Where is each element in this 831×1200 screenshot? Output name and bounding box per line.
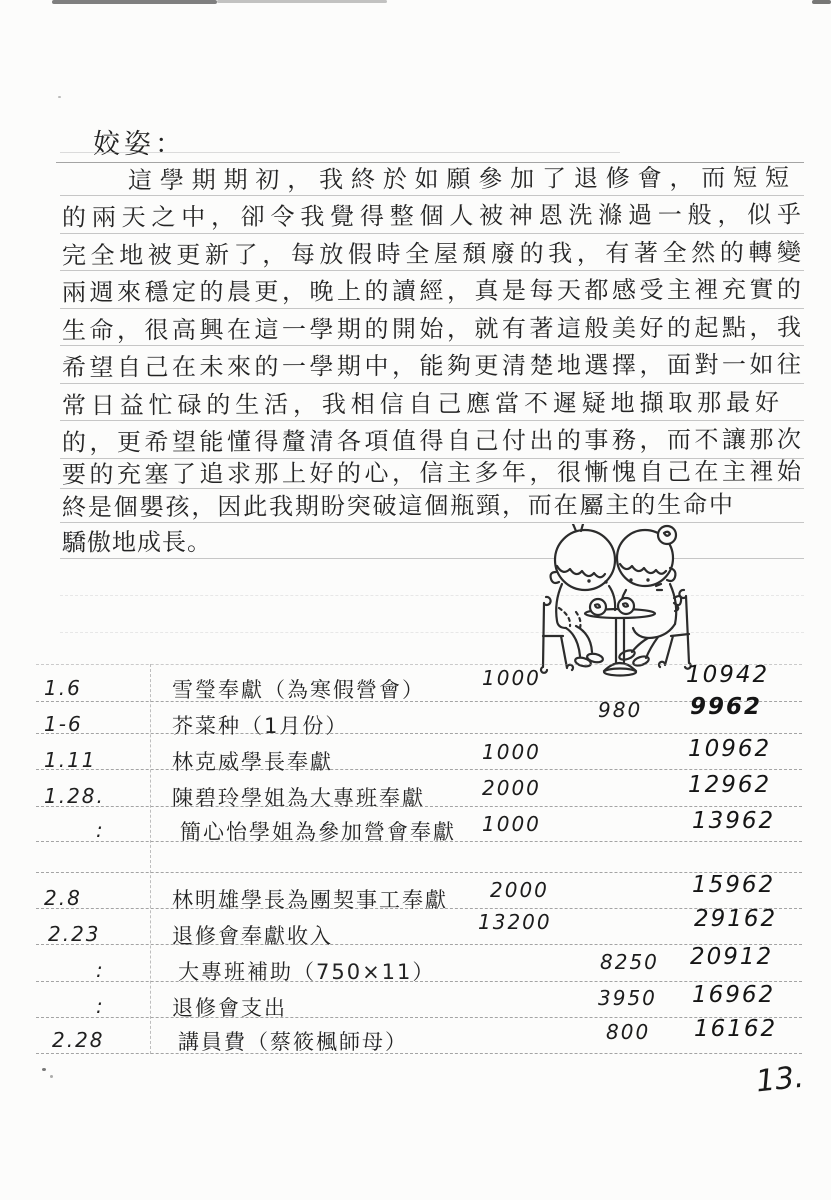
ledger-date: 2.23 [48,922,101,946]
ledger-balance: 10962 [688,736,772,762]
ledger-desc: 大專班補助（750×11） [178,960,436,984]
scan-artifact [50,1075,53,1078]
ledger-date: 2.28 [52,1028,105,1052]
ledger-balance: 13962 [692,808,776,834]
ledger-date: 2.8 [44,886,82,910]
ledger-date: : [96,958,105,982]
ledger-expense: 3950 [598,986,657,1010]
letter-line: 生命，很高興在這一學期的開始，就有著這般美好的起點，我 [61,313,803,345]
page-number: 13. [754,1059,806,1100]
chair-left [541,597,551,673]
ledger-margin-line [150,664,151,1054]
scan-artifact [217,0,387,3]
letter-line: 驕傲地成長。 [61,528,213,557]
ledger-desc: 陳碧玲學姐為大專班奉獻 [172,786,425,810]
letter-line: 這學期期初，我終於如願參加了退修會，而短短 [127,163,791,195]
letter-line: 希望自己在未來的一學期中，能夠更清楚地選擇，面對一如往 [61,350,803,382]
ledger-income: 2000 [482,776,541,800]
ledger-desc: 芥菜种（1月份） [172,714,349,738]
ledger-balance: 16162 [694,1016,778,1042]
scan-artifact [812,0,831,4]
letter-line: 兩週來穩定的晨更，晚上的讀經，真是每天都感受主裡充實的 [61,275,803,307]
ledger-desc: 退修會支出 [172,996,287,1020]
ledger-balance: 15962 [692,872,776,898]
ledger-balance: 20912 [690,944,774,970]
ledger-date: 1.28. [44,784,105,808]
ledger-income: 2000 [490,878,549,902]
letter-line: 的，更希望能懂得釐清各項值得自己付出的事務，而不讓那次 [61,425,803,457]
scan-artifact [52,0,217,4]
ledger-income: 1000 [482,666,541,690]
ledger-balance: 16962 [692,982,776,1008]
children-illustration [536,524,700,684]
ledger-income: 13200 [478,910,552,934]
ledger-desc: 雪瑩奉獻（為寒假營會） [172,678,425,702]
letter-line: 常日益忙碌的生活，我相信自己應當不遲疑地擷取那最好 [61,388,781,420]
ledger-balance: 9962 [690,694,763,720]
ledger-date: 1.6 [44,676,82,700]
ledger-desc: 林明雄學長為團契事工奉獻 [172,888,448,912]
ledger-date: : [96,818,105,842]
ledger-desc: 退修會奉獻收入 [172,924,333,948]
greeting: 姣姿： [93,129,186,160]
ledger-date: 1-6 [44,712,83,736]
ledger-balance: 12962 [688,772,772,798]
ruled-line [60,383,804,384]
scan-artifact [58,96,61,98]
ledger-date: : [96,994,105,1018]
letter-line: 的兩天之中，卻令我覺得整個人被神恩洗滌過一般，似乎 [61,200,803,232]
ledger-income: 1000 [482,812,541,836]
letter-line: 完全地被更新了，每放假時全屋頹廢的我，有著全然的轉變 [61,238,803,270]
letter-line: 要的充塞了追求那上好的心，信主多年，很慚愧自己在主裡始 [61,457,803,489]
ruled-line [60,152,620,153]
ledger-balance: 10942 [686,662,770,688]
ledger-income: 1000 [482,740,541,764]
ruled-line [60,308,804,309]
letter-line: 終是個嬰孩，因此我期盼突破這個瓶頸，而在屬主的生命中 [61,490,735,522]
ledger-desc: 林克威學長奉獻 [172,750,333,774]
ledger-balance: 29162 [694,906,778,932]
scan-artifact [42,1068,46,1071]
ledger-date: 1.11 [44,748,97,772]
ledger-desc: 簡心怡學姐為參加營會奉獻 [180,820,456,844]
ledger-desc: 講員費（蔡筱楓師母） [178,1030,408,1054]
ledger-expense: 8250 [600,950,659,974]
ruled-line [60,233,804,234]
ledger-expense: 980 [598,698,643,722]
ledger-expense: 800 [606,1020,651,1044]
